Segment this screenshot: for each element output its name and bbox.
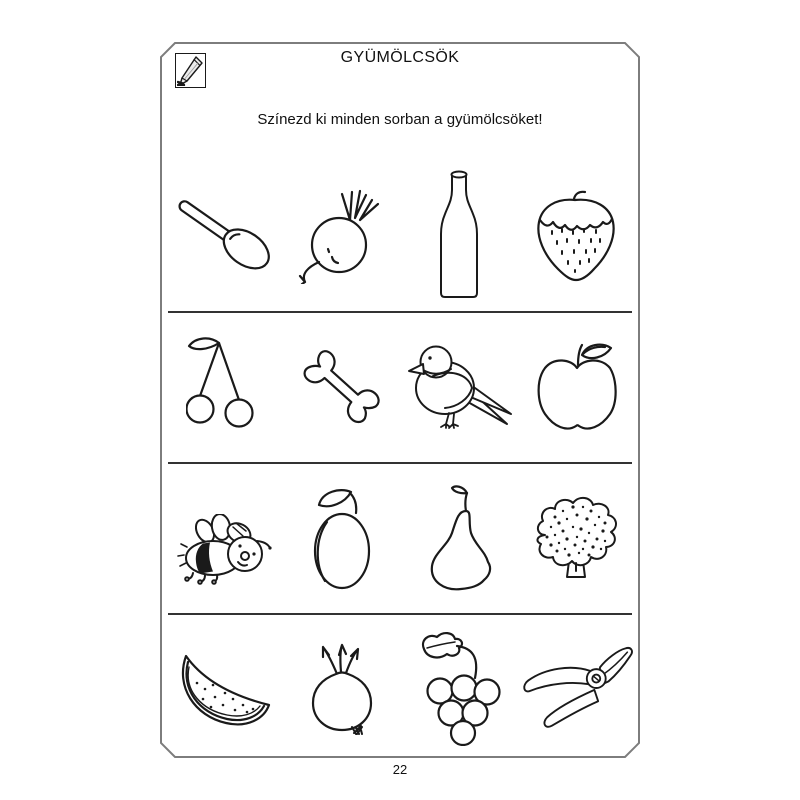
watermelon-icon [166, 624, 283, 752]
spoon-icon [166, 161, 283, 310]
pear-icon [400, 464, 517, 612]
page-title: GYÜMÖLCSÖK [340, 49, 460, 66]
plum-icon [283, 464, 400, 612]
radish-icon [283, 161, 400, 310]
apple-icon [517, 313, 634, 461]
pliers-icon [517, 624, 634, 752]
broccoli-icon [517, 464, 634, 612]
row-divider [168, 613, 632, 615]
instruction-text: Színezd ki minden sorban a gyümölcsöket! [257, 111, 543, 128]
worksheet-row-3 [166, 464, 634, 612]
worksheet-row-1 [166, 161, 634, 310]
bird-icon [400, 313, 517, 461]
bottle-icon [400, 161, 517, 310]
bee-icon [166, 476, 283, 624]
page-number: 22 [392, 762, 408, 777]
grapes-icon [400, 624, 517, 752]
cherries-icon [166, 310, 283, 458]
worksheet-row-4 [166, 616, 634, 752]
strawberry-icon [517, 161, 634, 310]
bone-icon [283, 313, 400, 461]
onion-icon [283, 624, 400, 752]
worksheet-row-2 [166, 313, 634, 461]
